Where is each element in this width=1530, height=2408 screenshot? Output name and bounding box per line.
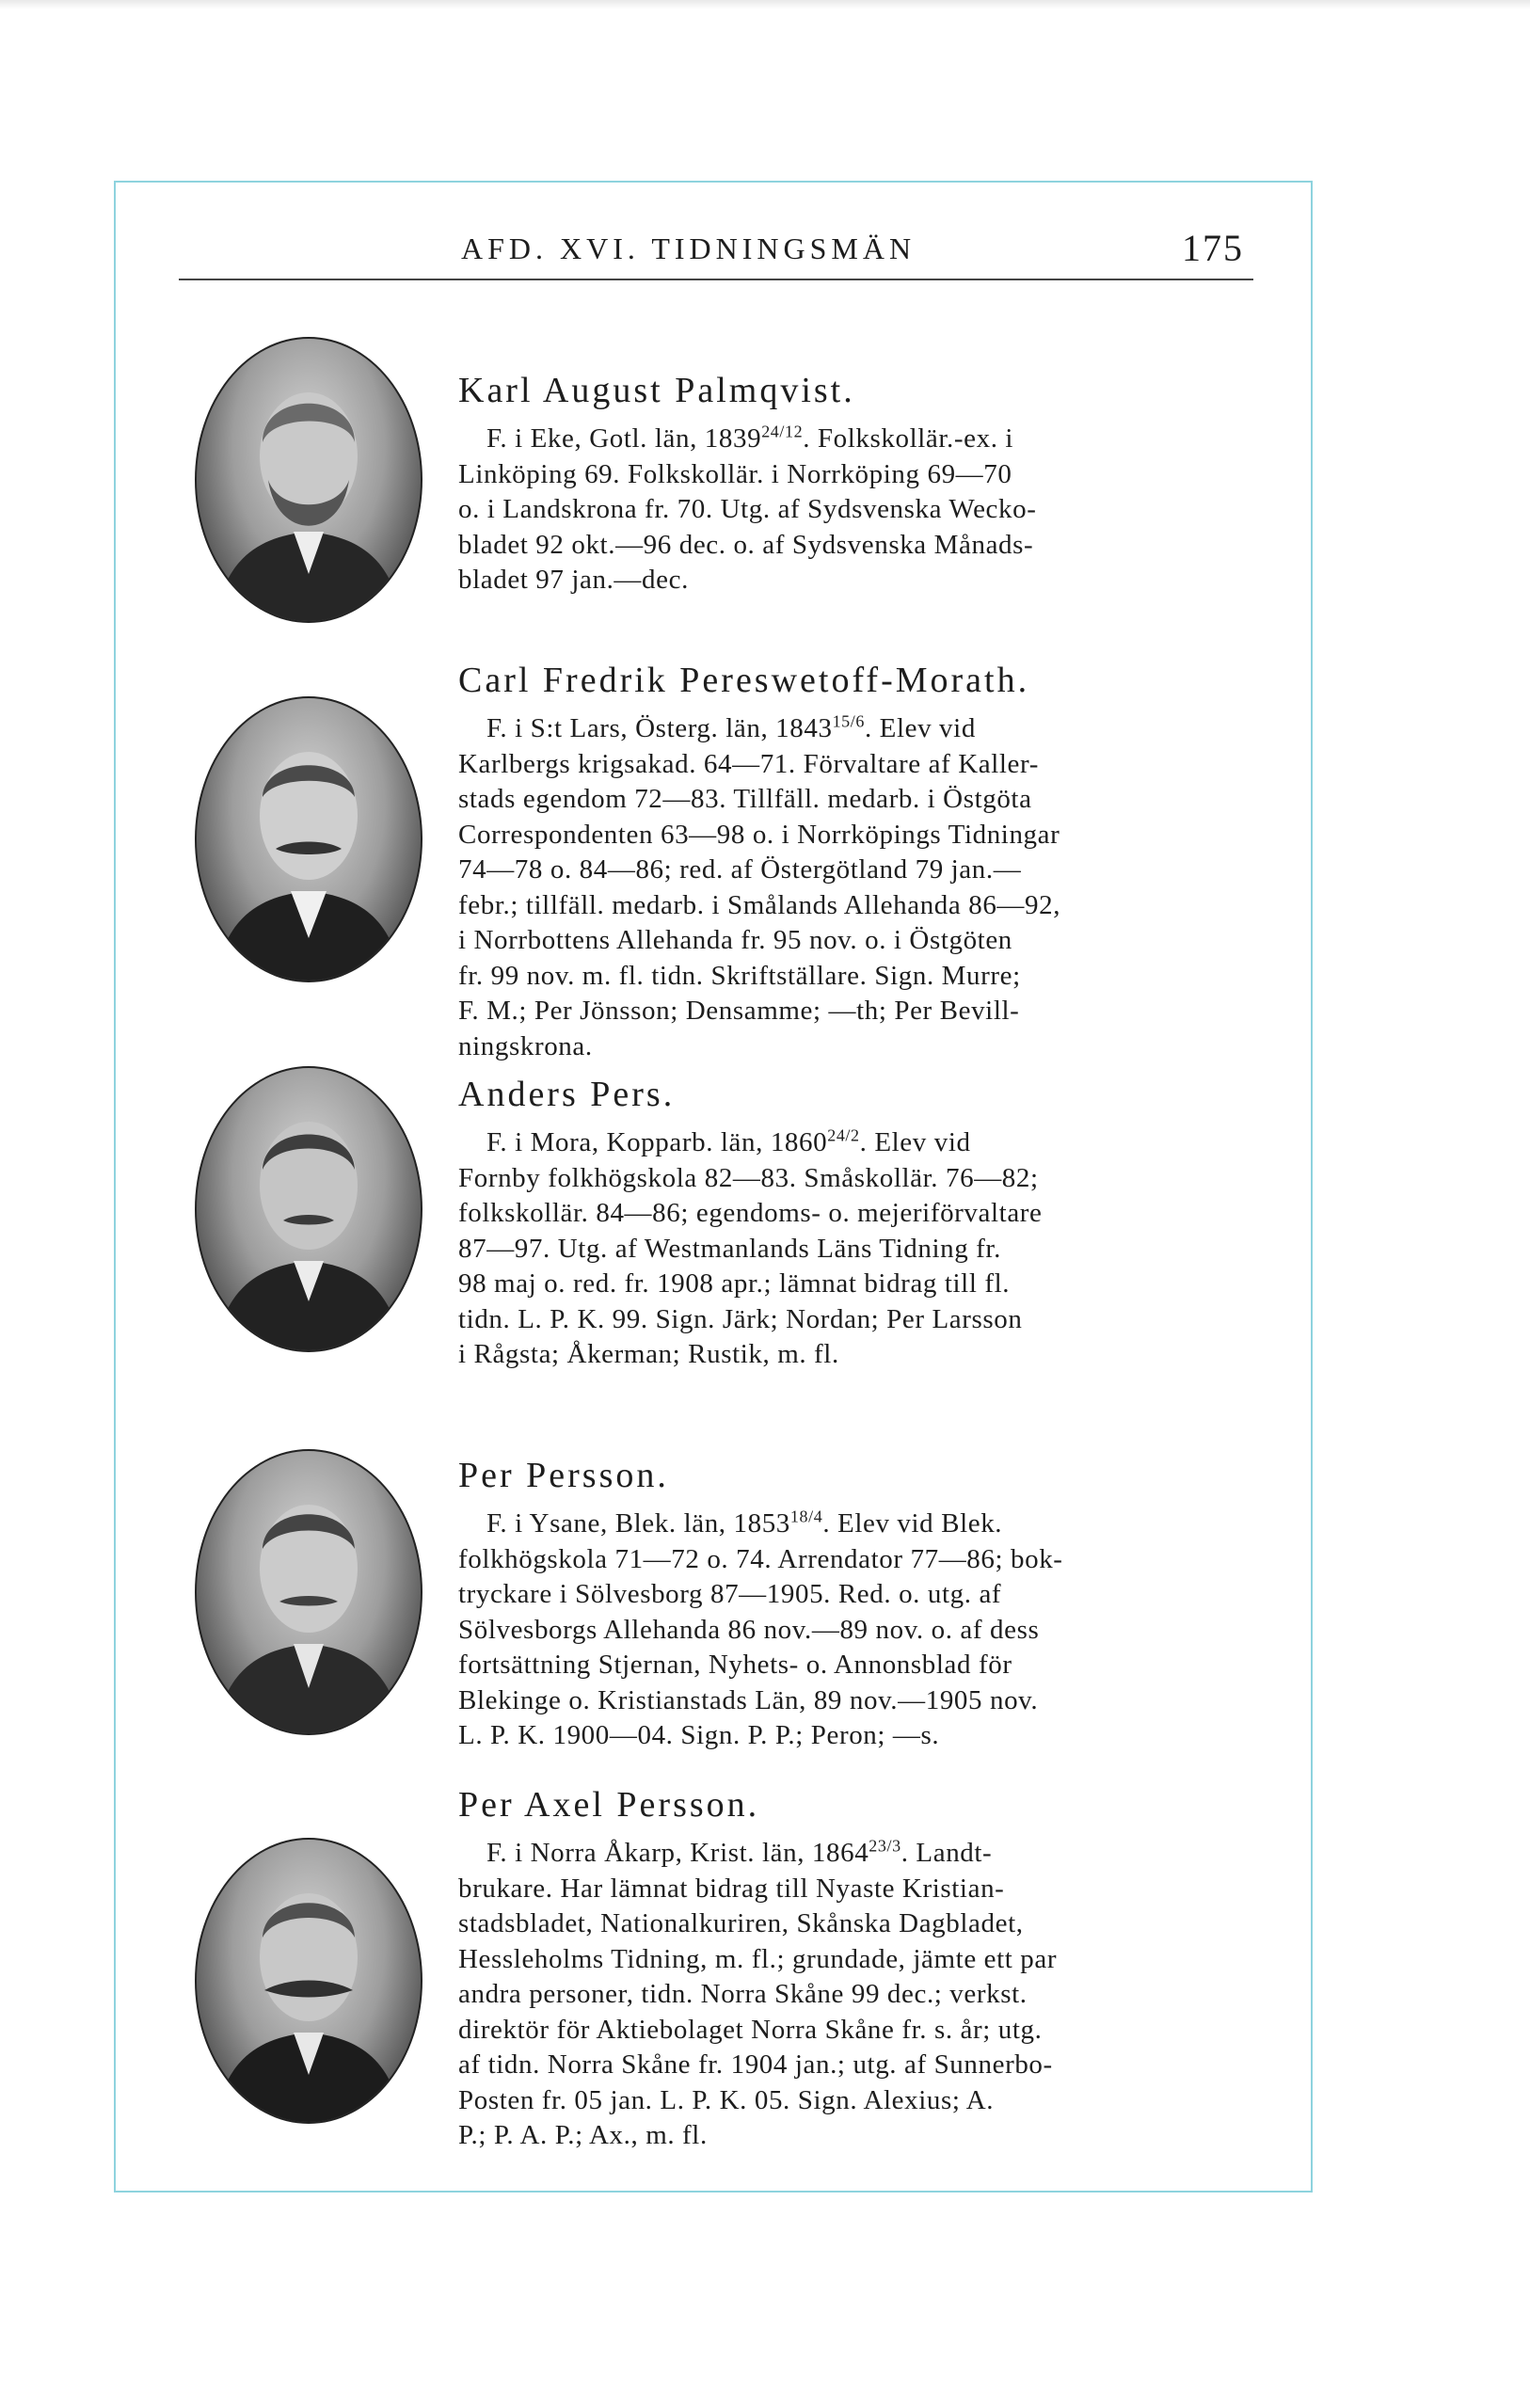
entry-line: tidn. L. P. K. 99. Sign. Järk; Nordan; Per Larsson [458,1303,1023,1334]
entry-line: Posten fr. 05 jan. L. P. K. 05. Sign. Alexius; A. [458,2084,995,2115]
page-number: 175 [1182,227,1244,269]
entry-line: F. i Eke, Gotl. län, $1839^{24/12}$. Folkskollär.-ex. i [486,422,1014,454]
portrait-image [197,1068,421,1350]
entry-line: febr.; tillfäll. medarb. i Smålands Allehanda 86—92, [458,889,1061,920]
entry-line: stadsbladet, Nationalkuriren, Skånska Dagbladet, [458,1908,1024,1938]
entry-name: Per Axel Persson. [458,1785,760,1825]
entry-line: L. P. K. 1900—04. Sign. P. P.; Peron; —s. [458,1720,940,1750]
entry-line: F. i Ysane, Blek. län, $1853^{18/4}$. Elev vid Blek. [486,1507,1003,1539]
entry-line: i Norrbottens Allehanda fr. 95 nov. o. i Östgöten [458,925,1012,955]
entry-line: ningskrona. [458,1030,593,1061]
entry-line: brukare. Har lämnat bidrag till Nyaste Kristian- [458,1873,1005,1904]
entry-line: F. i Mora, Kopparb. län, $1860^{24/2}$. Elev vid [486,1125,971,1157]
entry-line: 74—78 o. 84—86; red. af Östergötland 79 jan.— [458,854,1022,885]
entry-carl-fredrik-pereswetoff-morath [458,659,1263,1064]
entry-line: Blekinge o. Kristianstads Län, 89 nov.—1905 nov. [458,1684,1039,1715]
entry-line: F. M.; Per Jönsson; Densamme; —th; Per Bevill- [458,996,1020,1026]
entry-line: o. i Landskrona fr. 70. Utg. af Sydsvenska Wecko- [458,494,1037,524]
entry-name: Per Persson. [458,1456,669,1495]
page-edge [0,0,1530,9]
entry-line: F. i Norra Åkarp, Krist. län, $1864^{23/3}$. Landt- [486,1836,993,1868]
portrait-image [197,339,421,621]
portrait-image [197,1451,421,1733]
entry-line: 87—97. Utg. af Westmanlands Läns Tidning fr. [458,1233,1001,1264]
entry-name: Karl August Palmqvist. [458,371,855,410]
entry-line: fortsättning Stjernan, Nyhets- o. Annonsblad för [458,1650,1012,1680]
entry-per-axel-persson [458,1783,1263,2154]
entry-line: tryckare i Sölvesborg 87—1905. Red. o. utg. af [458,1579,1002,1609]
portrait-image [197,1840,421,2122]
entry-line: folkskollär. 84—86; egendoms- o. mejeriförvaltare [458,1198,1043,1228]
entry-line: 98 maj o. red. fr. 1908 apr.; lämnat bidrag till fl. [458,1268,1011,1299]
entry-line: andra personer, tidn. Norra Skåne 99 dec.; verkst. [458,1979,1028,2009]
entry-line: Fornby folkhögskola 82—83. Småskollär. 76—82; [458,1162,1039,1193]
portrait-image [197,698,421,981]
entry-line: F. i S:t Lars, Österg. län, $1843^{15/6}$. Elev vid [486,711,976,743]
portrait-carl-fredrik-pereswetoff-morath [195,696,422,982]
entry-line: folkhögskola 71—72 o. 74. Arrendator 77—86; bok- [458,1543,1063,1574]
portrait-karl-august-palmqvist [195,337,422,623]
entry-line: Correspondenten 63—98 o. i Norrköpings Tidningar [458,819,1060,850]
entry-line: direktör för Aktiebolaget Norra Skåne fr. s. år; utg. [458,2014,1043,2045]
entry-name: Carl Fredrik Pereswetoff-Morath. [458,661,1030,700]
entry-name: Anders Pers. [458,1075,676,1114]
entry-line: fr. 99 nov. m. fl. tidn. Skriftställare. Sign. Murre; [458,960,1021,991]
entry-line: Hessleholms Tidning, m. fl.; grundade, jämte ett par [458,1943,1058,1974]
entry-line: bladet 92 okt.—96 dec. o. af Sydsvenska Månads- [458,529,1034,560]
entry-karl-august-palmqvist [458,369,1263,598]
entry-line: Linköping 69. Folkskollär. i Norrköping 69—70 [458,458,1012,489]
entry-line: P.; P. A. P.; Ax., m. fl. [458,2120,708,2150]
section-title: AFD. XVI. TIDNINGSMÄN [461,231,916,265]
entry-line: Karlbergs krigsakad. 64—71. Förvaltare af Kaller- [458,748,1039,779]
entry-line: Sölvesborgs Allehanda 86 nov.—89 nov. o. af dess [458,1614,1040,1645]
portrait-per-persson [195,1449,422,1735]
entry-per-persson [458,1454,1263,1754]
running-head [179,222,1253,280]
entry-line: bladet 97 jan.—dec. [458,565,689,595]
portrait-anders-pers [195,1066,422,1352]
entry-line: af tidn. Norra Skåne fr. 1904 jan.; utg. af Sunnerbo- [458,2049,1053,2080]
portrait-per-axel-persson [195,1838,422,2124]
entry-anders-pers [458,1073,1263,1373]
entry-line: i Rågsta; Åkerman; Rustik, m. fl. [458,1339,839,1369]
entry-line: stads egendom 72—83. Tillfäll. medarb. i Östgöta [458,784,1032,814]
